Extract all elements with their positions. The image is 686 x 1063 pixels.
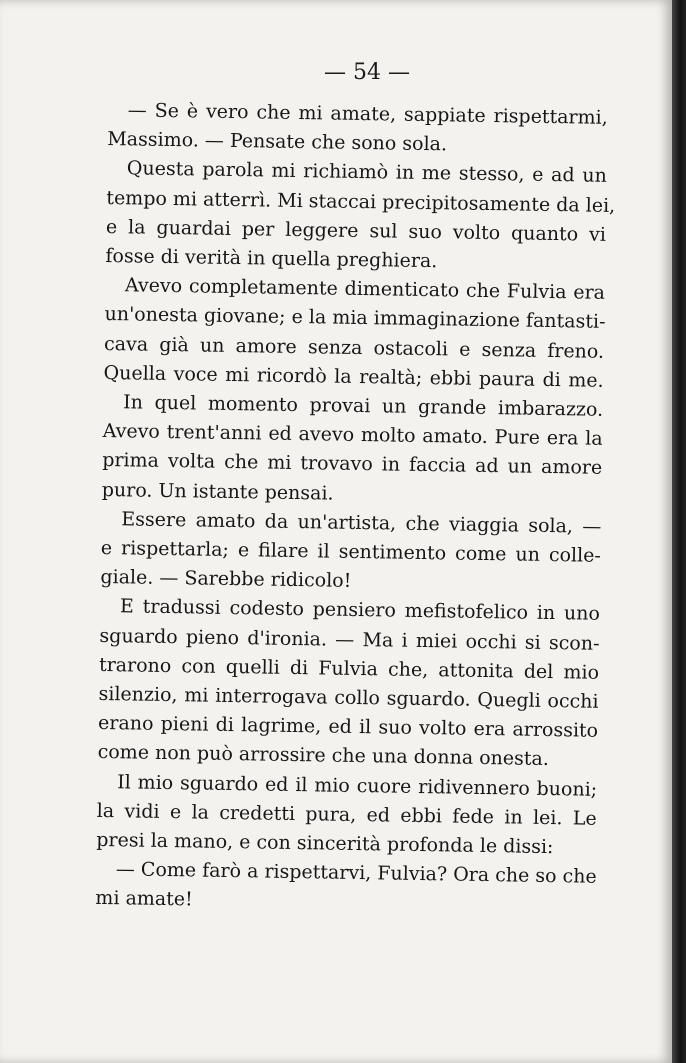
text-line: sguardo pieno d'ironia. — Ma i miei occhi si scon- — [99, 624, 600, 655]
text-line: puro. Un istante pensai. — [101, 478, 334, 505]
text-line: cava già un amore senza ostacoli e senza freno. — [103, 332, 605, 363]
text-line: Massimo. — Pensate che sono sola. — [107, 128, 448, 156]
text-line: Essere amato da un'artista, che viaggia sola, — — [121, 508, 602, 538]
text-line: giale. — Sarebbe ridicolo! — [100, 566, 352, 593]
text-line: e rispettarla; e filare il sentimento come un colle- — [100, 536, 602, 567]
text-line: Il mio sguardo ed il mio cuore ridivennero buoni; — [117, 770, 598, 801]
text-line: prima volta che mi trovavo in faccia ad un amore — [102, 449, 603, 480]
text-line: fosse di verità in quella preghiera. — [105, 244, 438, 273]
body-text — [95, 96, 616, 921]
text-line: Avevo trent'anni ed avevo molto amato. Pure era la — [102, 420, 603, 451]
text-line: Avevo completamente dimenticato che Fulvia era — [124, 274, 606, 305]
text-line: Questa parola mi richiamò in me stesso, e ad un — [126, 157, 607, 188]
text-line: trarono con quelli di Fulvia che, attonita del mio — [98, 653, 600, 684]
text-line: la vidi e la credetti pura, ed ebbi fede in lei. Le — [96, 799, 597, 830]
text-line: erano pieni di lagrime, ed il suo volto era arrossito — [97, 712, 599, 743]
text-line: E tradussi codesto pensiero mefistofelico in uno — [119, 595, 601, 626]
page-edge — [672, 0, 686, 1063]
text-line: come non può arrossire che una donna onesta. — [97, 741, 550, 771]
text-line: tempo mi atterrì. Mi staccai precipitosamente da lei, — [106, 186, 616, 217]
text-line: e la guardai per leggere sul suo volto quanto vi — [105, 215, 607, 246]
text-line: In quel momento provai un grande imbarazzo. — [123, 391, 604, 421]
text-line: un'onesta giovane; e la mia immaginazione fantasti- — [104, 303, 606, 334]
text-line: mi amate! — [95, 887, 193, 911]
text-line: — Se è vero che mi amate, sappiate rispettarmi, — [127, 99, 608, 129]
page-number: — 54 — — [324, 60, 410, 85]
text-line: silenzio, mi interrogava collo sguardo. Quegli occhi — [98, 682, 599, 713]
text-line: Quella voce mi ricordò la realtà; ebbi paura di me. — [103, 361, 604, 392]
text-line: — Come farò a rispettarvi, Fulvia? Ora che so che — [115, 858, 597, 889]
text-line: presi la mano, e con sincerità profonda le dissi: — [96, 828, 554, 859]
